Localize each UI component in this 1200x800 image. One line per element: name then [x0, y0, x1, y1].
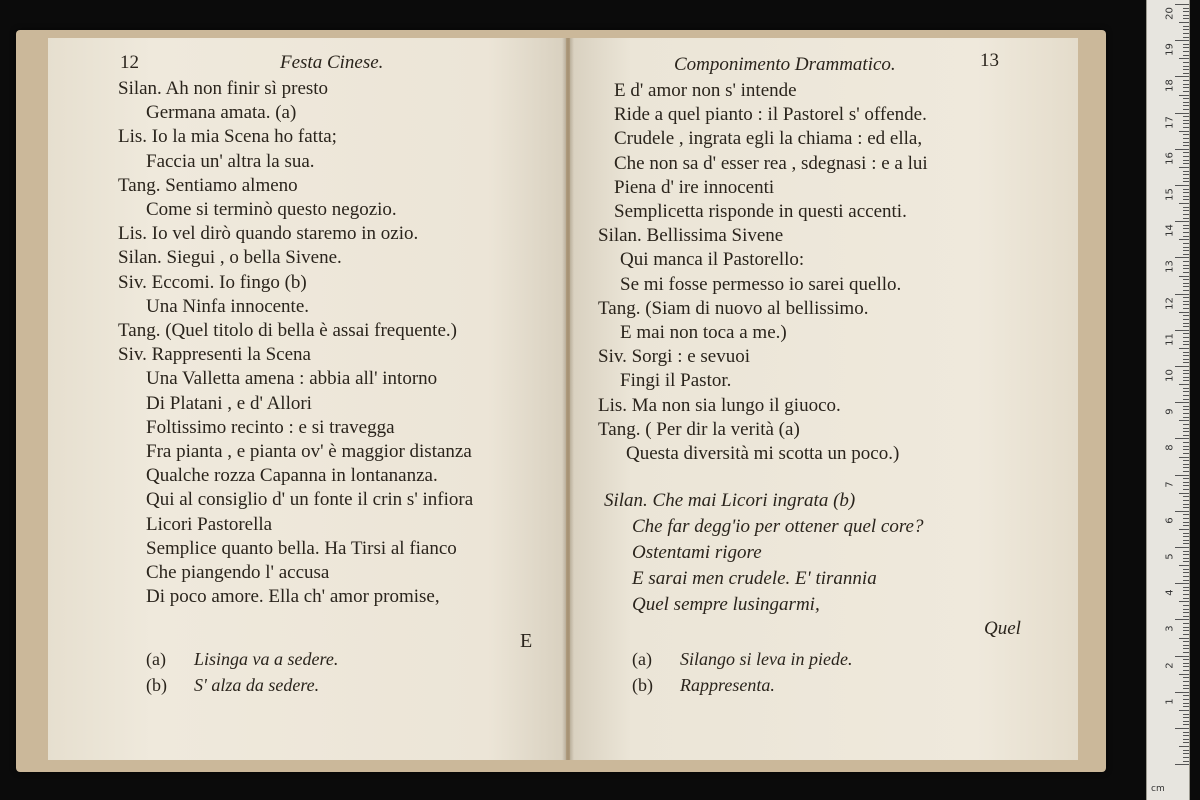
ruler-tick [1179, 638, 1189, 639]
text-line: Licori Pastorella [146, 513, 273, 535]
ruler-tick [1183, 732, 1189, 733]
ruler-tick [1183, 558, 1189, 559]
ruler-number: 14 [1164, 224, 1176, 238]
ruler-tick [1175, 402, 1189, 403]
ruler-tick [1183, 442, 1189, 443]
ruler-tick [1183, 623, 1189, 624]
ruler-tick [1183, 703, 1189, 704]
ruler-tick [1183, 699, 1189, 700]
ruler-tick [1183, 590, 1189, 591]
ruler-tick [1183, 428, 1189, 429]
ruler-tick [1183, 580, 1189, 581]
ruler-number: 6 [1164, 517, 1176, 524]
ruler-tick [1183, 308, 1189, 309]
ruler-tick [1183, 355, 1189, 356]
ruler-tick [1175, 475, 1189, 476]
ruler-tick [1183, 587, 1189, 588]
ruler-tick [1175, 113, 1189, 114]
ruler-tick [1183, 84, 1189, 85]
ruler-tick [1183, 750, 1189, 751]
text-line: Semplicetta risponde in questi accenti. [614, 201, 907, 222]
ruler-tick [1183, 681, 1189, 682]
ruler-tick [1183, 514, 1189, 515]
ruler-number: 3 [1164, 625, 1176, 633]
ruler-tick [1183, 304, 1189, 305]
ruler-tick [1179, 529, 1189, 530]
text-line: Come si terminò questo negozio. [146, 199, 397, 220]
ruler-tick [1183, 341, 1189, 342]
ruler-tick [1183, 670, 1189, 671]
ruler-tick [1183, 62, 1189, 63]
ruler-number: 15 [1164, 188, 1176, 201]
text-line: Lis. Io la mia Scena ho fatta; [118, 126, 337, 148]
ruler-tick [1183, 504, 1189, 505]
ruler-tick [1183, 522, 1189, 523]
ruler-tick [1179, 457, 1189, 458]
text-line: Foltissimo recinto : e si travegga [146, 416, 395, 438]
ruler-tick [1183, 279, 1189, 280]
text-line: Di Platani , e d' Allori [146, 392, 312, 414]
ruler-tick [1183, 453, 1189, 454]
ruler-tick [1183, 232, 1189, 233]
ruler-tick [1183, 47, 1189, 48]
ruler-tick [1183, 102, 1189, 103]
ruler-tick [1183, 163, 1189, 164]
ruler-tick [1183, 598, 1189, 599]
ruler-tick [1183, 91, 1189, 92]
ruler-tick [1183, 29, 1189, 30]
ruler-tick [1183, 717, 1189, 718]
ruler-tick [1183, 265, 1189, 266]
ruler-tick [1183, 482, 1189, 483]
ruler-tick [1183, 181, 1189, 182]
ruler-tick [1175, 4, 1189, 5]
ruler-tick [1183, 761, 1189, 762]
ruler-tick [1183, 616, 1189, 617]
left-running-title: Festa Cinese. [280, 52, 384, 73]
ruler-tick [1175, 221, 1189, 222]
ruler-unit: cm [1151, 784, 1165, 794]
text-line: Che non sa d' esser rea , sdegnasi : e a lui [614, 152, 928, 174]
ruler-tick [1183, 685, 1189, 686]
ruler-tick [1183, 352, 1189, 353]
footnote-text: Lisinga va a sedere. [194, 649, 339, 669]
ruler-tick [1183, 362, 1189, 363]
ruler-tick [1183, 478, 1189, 479]
text-line: Lis. Io vel dirò quando staremo in ozio. [118, 223, 419, 245]
ruler-tick [1183, 753, 1189, 754]
ruler-tick [1183, 236, 1189, 237]
ruler-tick [1179, 565, 1189, 566]
ruler-tick [1183, 218, 1189, 219]
ruler-tick [1183, 116, 1189, 117]
ruler-tick [1183, 507, 1189, 508]
ruler-tick [1183, 721, 1189, 722]
text-line: Se mi fosse permesso io sarei quello. [620, 273, 902, 295]
ruler-tick [1183, 18, 1189, 19]
ruler-number: 1 [1164, 698, 1176, 705]
ruler-tick [1183, 11, 1189, 12]
ruler-tick [1183, 391, 1189, 392]
ruler-tick [1179, 420, 1189, 421]
ruler-tick [1183, 561, 1189, 562]
text-line: Quel sempre lusingarmi, [632, 594, 820, 615]
text-line: Che piangendo l' accusa [146, 562, 330, 583]
footnote-mark: (a) [632, 649, 652, 669]
ruler-tick [1183, 254, 1189, 255]
text-line: Crudele , ingrata egli la chiama : ed ella, [614, 128, 923, 150]
text-line: Che far degg'io per ottener quel core? [632, 516, 924, 537]
ruler-tick [1183, 171, 1189, 172]
left-catchword: E [520, 630, 533, 652]
ruler-tick [1179, 746, 1189, 747]
ruler-tick [1183, 645, 1189, 646]
ruler-tick [1183, 319, 1189, 320]
ruler-tick [1183, 543, 1189, 544]
ruler-tick [1183, 496, 1189, 497]
text-line: Tang. ( Per dir la verità (a) [598, 418, 800, 440]
ruler-tick [1183, 105, 1189, 106]
ruler-tick [1175, 692, 1189, 693]
ruler-tick [1179, 167, 1189, 168]
ruler-tick [1183, 464, 1189, 465]
ruler-tick [1183, 605, 1189, 606]
ruler-tick [1183, 286, 1189, 287]
ruler-tick [1179, 239, 1189, 240]
ruler-tick [1183, 446, 1189, 447]
text-line: E sarai men crudele. E' tirannia [632, 568, 877, 589]
ruler-tick [1183, 37, 1189, 38]
text-line: E mai non toca a me.) [620, 322, 787, 343]
ruler-tick [1175, 294, 1189, 295]
ruler-tick [1175, 257, 1189, 258]
ruler-tick [1183, 634, 1189, 635]
ruler-tick [1175, 366, 1189, 367]
ruler-tick [1183, 15, 1189, 16]
ruler-number: 9 [1164, 408, 1176, 415]
text-line: Lis. Ma non sia lungo il giuoco. [598, 394, 841, 416]
right-page-number: 13 [980, 50, 999, 71]
ruler-number: 18 [1164, 79, 1176, 93]
ruler-tick [1183, 373, 1189, 374]
ruler-tick [1183, 757, 1189, 758]
ruler-tick [1175, 185, 1189, 186]
text-line: Ostentami rigore [632, 542, 762, 563]
ruler-tick [1183, 80, 1189, 81]
ruler-tick [1183, 26, 1189, 27]
ruler-tick [1183, 156, 1189, 157]
text-line: Piena d' ire innocenti [614, 176, 775, 198]
ruler-tick [1183, 192, 1189, 193]
ruler-tick [1183, 388, 1189, 389]
text-line: Silan. Bellissima Sivene [598, 225, 784, 247]
ruler-tick [1183, 134, 1189, 135]
ruler-tick [1183, 612, 1189, 613]
text-line: Ride a quel pianto : il Pastorel s' offende. [614, 104, 927, 126]
ruler-tick [1183, 652, 1189, 653]
ruler-tick [1183, 380, 1189, 381]
ruler-tick [1183, 138, 1189, 139]
ruler-tick [1183, 724, 1189, 725]
ruler-tick [1179, 95, 1189, 96]
ruler-tick [1183, 250, 1189, 251]
ruler-tick [1183, 243, 1189, 244]
ruler-number: 5 [1164, 553, 1176, 560]
ruler-tick [1183, 609, 1189, 610]
ruler-tick [1183, 33, 1189, 34]
ruler-tick [1183, 467, 1189, 468]
ruler-number: 8 [1164, 444, 1176, 452]
ruler-tick [1175, 149, 1189, 150]
ruler-tick [1183, 525, 1189, 526]
right-catchword: Quel [984, 618, 1021, 639]
ruler-tick [1183, 688, 1189, 689]
ruler-tick [1183, 66, 1189, 67]
ruler-number: 4 [1164, 589, 1176, 596]
ruler-number: 10 [1164, 369, 1176, 382]
ruler-tick [1183, 551, 1189, 552]
ruler-tick [1183, 297, 1189, 298]
ruler-tick [1183, 663, 1189, 664]
ruler-number: 13 [1164, 260, 1176, 274]
ruler-tick [1183, 742, 1189, 743]
ruler-tick [1183, 648, 1189, 649]
right-page [570, 38, 1078, 760]
ruler-tick [1179, 22, 1189, 23]
footnote-mark: (b) [632, 675, 653, 695]
text-line: Tang. Sentiamo almeno [118, 174, 298, 196]
ruler-tick [1183, 739, 1189, 740]
ruler-tick [1183, 98, 1189, 99]
ruler-tick [1183, 55, 1189, 56]
ruler-tick [1183, 109, 1189, 110]
ruler-tick [1183, 268, 1189, 269]
ruler-tick [1183, 500, 1189, 501]
ruler-tick [1183, 377, 1189, 378]
ruler-number: 16 [1164, 151, 1176, 165]
ruler-tick [1175, 619, 1189, 620]
ruler-tick [1175, 40, 1189, 41]
ruler-tick [1183, 344, 1189, 345]
ruler-tick [1175, 511, 1189, 512]
text-line: Germana amata. (a) [146, 102, 297, 124]
ruler-tick [1183, 225, 1189, 226]
ruler-tick [1183, 301, 1189, 302]
ruler-number: 12 [1164, 296, 1176, 310]
ruler-tick [1183, 283, 1189, 284]
left-page-number: 12 [120, 52, 139, 73]
left-page [48, 38, 566, 760]
ruler-tick [1183, 142, 1189, 143]
ruler-tick [1183, 315, 1189, 316]
text-line: Silan. Ah non finir sì presto [118, 78, 329, 99]
ruler-tick [1183, 87, 1189, 88]
ruler-tick [1183, 489, 1189, 490]
ruler-tick [1183, 123, 1189, 124]
ruler-tick [1183, 247, 1189, 248]
ruler-tick [1183, 127, 1189, 128]
ruler-tick [1183, 435, 1189, 436]
ruler-tick [1183, 73, 1189, 74]
ruler-tick [1183, 706, 1189, 707]
text-line: Qui manca il Pastorello: [620, 249, 805, 271]
ruler-number: 2 [1164, 661, 1176, 669]
ruler-tick [1183, 576, 1189, 577]
ruler-tick [1175, 438, 1189, 439]
text-line: Qualche rozza Capanna in lontananza. [146, 465, 438, 487]
ruler-tick [1183, 471, 1189, 472]
text-line: Fra pianta , e pianta ov' è maggior distanza [146, 441, 472, 462]
ruler-tick [1183, 406, 1189, 407]
ruler-tick [1183, 359, 1189, 360]
ruler-tick [1183, 594, 1189, 595]
ruler-tick [1179, 384, 1189, 385]
ruler-tick [1183, 677, 1189, 678]
ruler-tick [1183, 572, 1189, 573]
ruler-tick [1183, 630, 1189, 631]
ruler-tick [1183, 714, 1189, 715]
ruler-tick [1183, 178, 1189, 179]
ruler-tick [1179, 312, 1189, 313]
ruler-tick [1183, 666, 1189, 667]
ruler-tick [1179, 674, 1189, 675]
ruler-tick [1183, 417, 1189, 418]
text-line: Una Valletta amena : abbia all' intorno [146, 368, 438, 390]
ruler-tick [1183, 152, 1189, 153]
ruler-tick [1183, 290, 1189, 291]
ruler-tick [1175, 76, 1189, 77]
ruler-number: 19 [1164, 43, 1176, 57]
ruler-tick [1183, 413, 1189, 414]
text-line: Una Ninfa innocente. [146, 295, 310, 317]
ruler-tick [1179, 58, 1189, 59]
text-line: Semplice quanto bella. Ha Tirsi al fianco [146, 537, 457, 559]
ruler-tick [1183, 196, 1189, 197]
ruler-tick [1183, 207, 1189, 208]
ruler-tick [1175, 330, 1189, 331]
ruler-tick [1183, 485, 1189, 486]
footnote-text: Rappresenta. [680, 675, 775, 695]
text-line: Siv. Sorgi : e sevuoi [598, 346, 751, 368]
ruler-tick [1183, 641, 1189, 642]
text-line: Faccia un' altra la sua. [146, 150, 315, 172]
ruler-tick [1179, 348, 1189, 349]
text-line: Di poco amore. Ella ch' amor promise, [146, 586, 440, 608]
ruler-tick [1183, 627, 1189, 628]
ruler-tick [1179, 710, 1189, 711]
ruler-tick [1183, 8, 1189, 9]
ruler-tick [1179, 131, 1189, 132]
ruler-tick [1183, 214, 1189, 215]
footnote-mark: (a) [146, 649, 166, 669]
ruler-tick [1183, 370, 1189, 371]
ruler-number: 20 [1164, 7, 1176, 20]
ruler-tick [1175, 547, 1189, 548]
text-line: E d' amor non s' intende [614, 80, 797, 101]
ruler-tick [1175, 583, 1189, 584]
text-line: Tang. (Siam di nuovo al bellissimo. [598, 297, 869, 319]
measuring-ruler [1146, 0, 1190, 800]
ruler-tick [1175, 764, 1189, 765]
text-line: Fingi il Pastor. [620, 370, 732, 392]
ruler-tick [1183, 536, 1189, 537]
ruler-tick [1183, 51, 1189, 52]
ruler-tick [1183, 145, 1189, 146]
ruler-tick [1183, 735, 1189, 736]
ruler-tick [1179, 203, 1189, 204]
ruler-tick [1183, 460, 1189, 461]
ruler-tick [1183, 326, 1189, 327]
ruler-tick [1183, 210, 1189, 211]
ruler-tick [1183, 323, 1189, 324]
ruler-tick [1183, 424, 1189, 425]
ruler-tick [1183, 333, 1189, 334]
ruler-tick [1183, 554, 1189, 555]
ruler-tick [1183, 228, 1189, 229]
text-line: Tang. (Quel titolo di bella è assai frequente.) [118, 320, 457, 341]
ruler-tick [1183, 189, 1189, 190]
text-line: Siv. Eccomi. Io fingo (b) [118, 271, 307, 293]
footnote-mark: (b) [146, 675, 167, 695]
text-line: Qui al consiglio d' un fonte il crin s' infiora [146, 489, 474, 511]
ruler-tick [1183, 569, 1189, 570]
ruler-tick [1183, 533, 1189, 534]
ruler-tick [1183, 160, 1189, 161]
text-line: Siv. Rappresenti la Scena [118, 344, 311, 366]
ruler-tick [1183, 449, 1189, 450]
ruler-tick [1183, 518, 1189, 519]
ruler-tick [1183, 409, 1189, 410]
ruler-tick [1179, 276, 1189, 277]
ruler-tick [1183, 272, 1189, 273]
ruler-tick [1183, 120, 1189, 121]
ruler-tick [1179, 601, 1189, 602]
ruler-tick [1175, 656, 1189, 657]
ruler-tick [1175, 728, 1189, 729]
ruler-number: 17 [1164, 115, 1176, 129]
ruler-tick [1183, 399, 1189, 400]
text-line: Silan. Siegui , o bella Sivene. [118, 247, 342, 269]
ruler-tick [1183, 44, 1189, 45]
footnote-text: S' alza da sedere. [194, 675, 320, 695]
ruler-tick [1183, 261, 1189, 262]
footnote-text: Silango si leva in piede. [680, 649, 853, 669]
ruler-tick [1183, 337, 1189, 338]
ruler-tick [1183, 659, 1189, 660]
book-gutter [562, 38, 574, 760]
right-running-title: Componimento Drammatico. [674, 54, 896, 75]
text-line: Silan. Che mai Licori ingrata (b) [604, 490, 856, 511]
ruler-tick [1183, 174, 1189, 175]
ruler-tick [1183, 431, 1189, 432]
ruler-tick [1183, 395, 1189, 396]
ruler-number: 11 [1164, 332, 1176, 346]
ruler-tick [1183, 540, 1189, 541]
ruler-number: 7 [1164, 480, 1176, 488]
ruler-tick [1183, 69, 1189, 70]
text-line: Questa diversità mi scotta un poco.) [626, 443, 900, 464]
ruler-tick [1183, 695, 1189, 696]
ruler-tick [1183, 199, 1189, 200]
ruler-tick [1179, 493, 1189, 494]
